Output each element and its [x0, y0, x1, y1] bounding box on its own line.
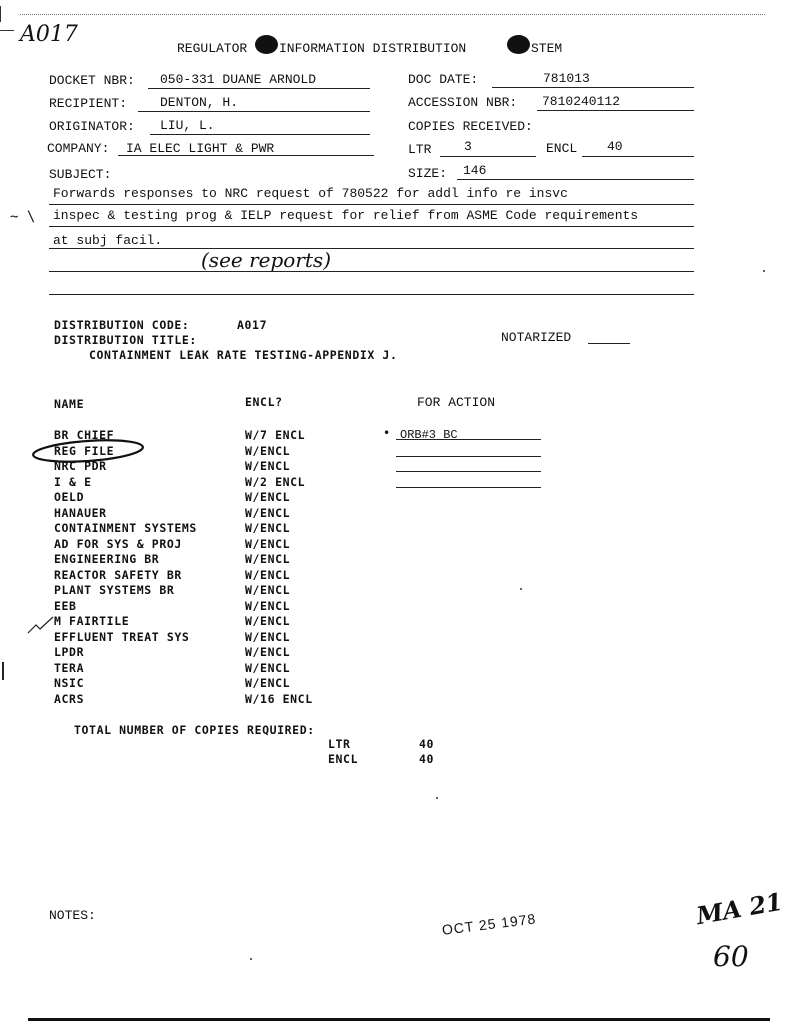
distribution-row-name: NSIC [54, 676, 85, 690]
distribution-row-encl: W/2 ENCL [245, 475, 306, 489]
punch-hole-right [507, 35, 530, 54]
distribution-row-name: PLANT SYSTEMS BR [54, 583, 175, 597]
ltr-value: 3 [464, 139, 472, 154]
recipient-underline [138, 111, 370, 112]
handwritten-corner-2: 60 [713, 940, 749, 973]
header-title-mid: INFORMATION DISTRIBUTION [279, 41, 467, 56]
distribution-row-name: CONTAINMENT SYSTEMS [54, 521, 197, 535]
originator-label: ORIGINATOR: [49, 119, 135, 134]
distribution-row-name: AD FOR SYS & PROJ [54, 537, 182, 551]
distribution-row-encl: W/7 ENCL [245, 428, 306, 442]
subject-line-1: Forwards responses to NRC request of 780522 for addl info re insvc [53, 186, 568, 201]
recipient-value: DENTON, H. [160, 95, 239, 110]
handwritten-circle [28, 436, 148, 466]
distribution-row-encl: W/ENCL [245, 645, 291, 659]
distribution-row-encl: W/ENCL [245, 537, 291, 551]
scan-speck [763, 270, 765, 272]
docket-value: 050-331 DUANE ARNOLD [160, 72, 317, 87]
encl-underline [582, 156, 694, 157]
doc-date-value: 781013 [543, 71, 590, 86]
doc-date-underline [492, 87, 694, 88]
subject-rule-2 [49, 226, 694, 227]
date-stamp: OCT 25 1978 [441, 910, 538, 938]
distribution-row-encl: W/ENCL [245, 568, 291, 582]
size-underline [457, 179, 694, 180]
distribution-row-encl: W/ENCL [245, 661, 291, 675]
notes-label: NOTES: [49, 908, 96, 923]
margin-mark [2, 662, 8, 680]
totals-label: TOTAL NUMBER OF COPIES REQUIRED: [74, 723, 315, 737]
distribution-title-value: CONTAINMENT LEAK RATE TESTING-APPENDIX J. [89, 348, 398, 362]
distribution-row-name: TERA [54, 661, 85, 675]
bottom-edge-line [28, 1018, 770, 1021]
corner-tick [0, 30, 14, 31]
distribution-row-encl: W/16 ENCL [245, 692, 313, 706]
distribution-row-encl: W/ENCL [245, 552, 291, 566]
distribution-row-encl: W/ENCL [245, 614, 291, 628]
distribution-row-name: LPDR [54, 645, 85, 659]
action-value: ORB#3 BC [400, 428, 458, 442]
originator-underline [150, 134, 370, 135]
scan-speck [436, 797, 438, 799]
accession-label: ACCESSION NBR: [408, 95, 518, 110]
distribution-row-name: I & E [54, 475, 92, 489]
distribution-row-name: HANAUER [54, 506, 107, 520]
distribution-row-name: NRC PDR [54, 459, 107, 473]
size-label: SIZE: [408, 166, 448, 181]
totals-encl-value: 40 [419, 752, 435, 766]
encl-label: ENCL [546, 141, 578, 156]
distribution-row-name: ACRS [54, 692, 85, 706]
company-underline [118, 155, 374, 156]
totals-ltr-value: 40 [419, 737, 435, 751]
distribution-row-name: REG FILE [54, 444, 115, 458]
distribution-row-name: M FAIRTILE [54, 614, 130, 628]
distribution-row-encl: W/ENCL [245, 490, 291, 504]
copies-received-label: COPIES RECEIVED: [408, 119, 533, 134]
distribution-row-name: EEB [54, 599, 77, 613]
subject-label: SUBJECT: [49, 167, 112, 182]
docket-label: DOCKET NBR: [49, 73, 135, 88]
distribution-row-encl: W/ENCL [245, 459, 291, 473]
size-value: 146 [463, 163, 487, 178]
distribution-row-encl: W/ENCL [245, 506, 291, 520]
distribution-row-encl: W/ENCL [245, 630, 291, 644]
header-title-left: REGULATOR [177, 41, 248, 56]
col-action-header: FOR ACTION [417, 395, 496, 410]
distribution-code-label: DISTRIBUTION CODE: [54, 318, 190, 332]
encl-value: 40 [607, 139, 623, 154]
scan-speck [250, 958, 252, 960]
company-label: COMPANY: [47, 141, 110, 156]
distribution-code-value: A017 [237, 318, 268, 332]
handwritten-corner-1: MA 21 [694, 886, 785, 931]
subject-line-2: inspec & testing prog & IELP request for relief from ASME Code requirements [53, 208, 639, 223]
distribution-row-name: EFFLUENT TREAT SYS [54, 630, 190, 644]
totals-encl-label: ENCL [328, 752, 359, 766]
punch-hole-left [255, 35, 278, 54]
action-rule-3 [396, 471, 541, 472]
ltr-label: LTR [408, 142, 432, 157]
distribution-row-name: ENGINEERING BR [54, 552, 160, 566]
originator-value: LIU, L. [160, 118, 215, 133]
distribution-row-encl: W/ENCL [245, 676, 291, 690]
col-encl-header: ENCL? [245, 395, 283, 409]
subject-rule-1 [49, 204, 694, 205]
subject-line-3: at subj facil. [53, 233, 163, 248]
col-name-header: NAME [54, 397, 85, 411]
distribution-title-label: DISTRIBUTION TITLE: [54, 333, 197, 347]
company-value: IA ELEC LIGHT & PWR [126, 141, 275, 156]
handwritten-check [26, 613, 56, 639]
action-rule-4 [396, 487, 541, 488]
subject-rule-5 [49, 294, 694, 295]
accession-underline [537, 110, 694, 111]
distribution-row-name: REACTOR SAFETY BR [54, 568, 182, 582]
left-edge-mark [0, 6, 9, 22]
notarized-underline [588, 343, 630, 344]
corner-mark: A017 [20, 22, 78, 47]
distribution-row-encl: W/ENCL [245, 521, 291, 535]
margin-tick: ~ \ [10, 209, 36, 225]
distribution-row-encl: W/ENCL [245, 599, 291, 613]
handwritten-note: (see reports) [201, 248, 331, 272]
accession-value: 7810240112 [542, 94, 621, 109]
subject-rule-4 [49, 271, 694, 272]
totals-ltr-label: LTR [328, 737, 351, 751]
header-title-right: STEM [531, 41, 563, 56]
action-bullet: • [383, 426, 391, 440]
distribution-row-name: BR CHIEF [54, 428, 115, 442]
distribution-row-encl: W/ENCL [245, 583, 291, 597]
doc-date-label: DOC DATE: [408, 72, 479, 87]
top-edge-line [20, 14, 765, 15]
scan-speck [520, 588, 522, 590]
ltr-underline [440, 156, 536, 157]
subject-rule-3 [49, 248, 694, 249]
distribution-row-name: OELD [54, 490, 85, 504]
docket-underline [148, 88, 370, 89]
notarized-label: NOTARIZED [501, 330, 572, 345]
action-rule-2 [396, 456, 541, 457]
recipient-label: RECIPIENT: [49, 96, 128, 111]
action-rule-1 [396, 439, 541, 440]
distribution-row-encl: W/ENCL [245, 444, 291, 458]
